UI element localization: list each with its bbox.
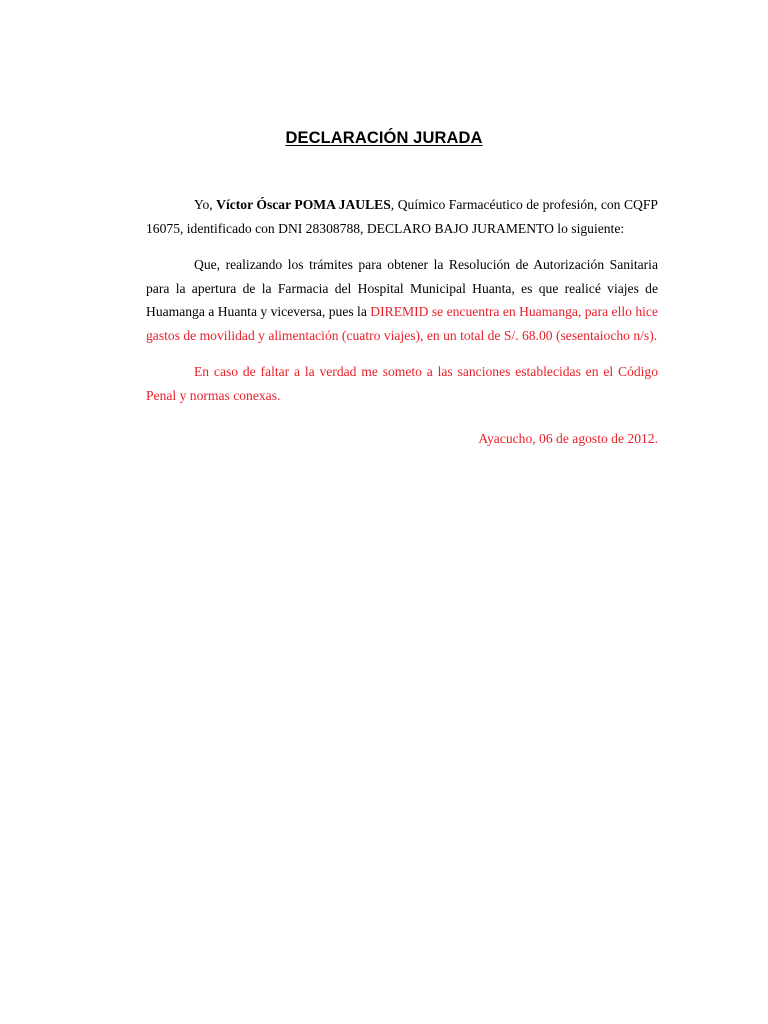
date-line: Ayacucho, 06 de agosto de 2012.	[478, 431, 658, 446]
sanction-paragraph: En caso de faltar a la verdad me someto a las sanciones establecidas en el Código Penal y normas conexas.	[146, 364, 658, 403]
declaration-intro: Yo,	[194, 197, 217, 212]
document-body	[146, 193, 658, 464]
document-title: DECLARACIÓN JURADA	[285, 129, 483, 147]
procedure-paragraph	[146, 253, 658, 347]
declaration-paragraph	[146, 193, 658, 240]
procedure-text: Que, realizando los trámites para obtener la Resolución de Autorización Sanitaria para la apertura de la Farmacia del Hospital Municipal Huanta, es que realicé viajes de Huamanga a Huanta y viceversa, pues la	[146, 257, 658, 319]
declaration-details: , Químico Farmacéutico de profesión, con CQFP 16075, identificado con DNI 28308788, DECLARO BAJO JURAMENTO lo siguiente:	[146, 197, 658, 236]
declarant-name: Víctor Óscar POMA JAULES	[216, 197, 391, 212]
expenses-text: DIREMID se encuentra en Huamanga, para ello hice gastos de movilidad y alimentación (cuatro viajes), en un total de S/. 68.00 (sesentaiocho n/s).	[146, 304, 658, 343]
